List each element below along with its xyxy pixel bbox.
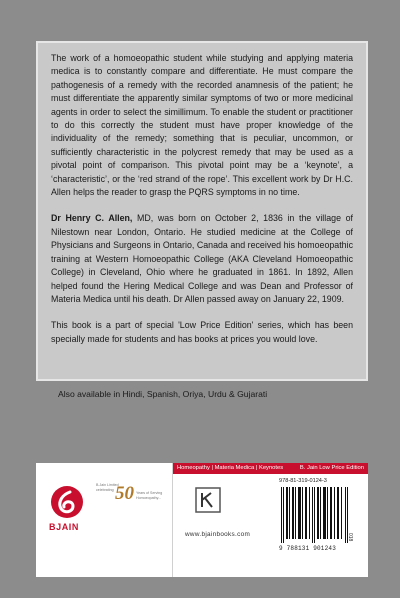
barcode-digits: 9 788131 901243 [279,545,337,552]
anniversary-homoeopathy: Homoeopathy... [136,496,162,500]
subject-tag-bar [173,463,368,474]
author-bio [51,212,353,306]
edition-label: B. Jain Low Price Edition [299,465,364,471]
website-link[interactable]: www.bjainbooks.com [185,531,251,538]
series-note: This book is a part of special 'Low Price Edition' series, which has been specially made for students and has books at prices you would love. [51,320,353,344]
publisher-book-icon [195,487,221,513]
author-bio-text: MD, was born on October 2, 1836 in the village of Nilestown near London, Ontario. He studied medicine at the College of Physicians and Surgeons in Ontario, Canada and received his homoeopathic training at Western Homoeopathic College (AKA Cleveland Homoeopathic College) in Cleveland, Ohio where he graduated in 1861. In 1892, Allen helped found the Hering Medical College and was Dean and Professor of Materia Medica until his death. Dr Allen passed away on January 22, 1909. [51,213,353,304]
anniversary-company: B.Jain Limited [96,483,119,487]
isbn-number: 978-81-319-0124-3 [279,478,327,484]
bjain-wordmark: BJAIN [49,522,80,532]
anniversary-celebrating: celebrating [96,488,114,492]
anniversary-number: 50 [115,483,134,504]
publisher-panel [36,463,368,577]
barcode-icon [279,487,351,543]
book-info-area [172,463,368,577]
publisher-logo-area [36,463,172,577]
author-name: Dr Henry C. Allen, [51,213,133,224]
subject-tags: Homeopathy | Materia Medica | Keynotes [177,465,284,471]
back-cover-blurb [36,41,368,381]
anniversary-years: Years of Serving [136,491,163,495]
price-code: 018 [347,533,353,542]
also-available-note: Also available in Hindi, Spanish, Oriya, Urdu & Gujarati [58,389,268,399]
bjain-logo-icon [50,485,84,519]
blurb-paragraph-intro: The work of a homoeopathic student while studying and applying materia medica is to constantly compare and differentiate. He must compare the pathogenesis of a remedy with the recorded anamnesis of the patient; he must differentiate the apparently similar symptoms of two or more medicinal agents in order to select the simillimum. To enable the student or practitioner to do this correctly the student must have proper knowledge of the individuality of the remedy; something that is peculiar, uncommon, or sufficiently characteristic in the polycrest remedy that may be used as a pivotal point of comparison. This pivotal point may be a ‘keynote’, a ‘characteristic’, or the ‘red strand of the rope’. This excellent work by Dr H.C. Allen helps the reader to grasp the PQRS symptoms in no time. [51,53,353,198]
